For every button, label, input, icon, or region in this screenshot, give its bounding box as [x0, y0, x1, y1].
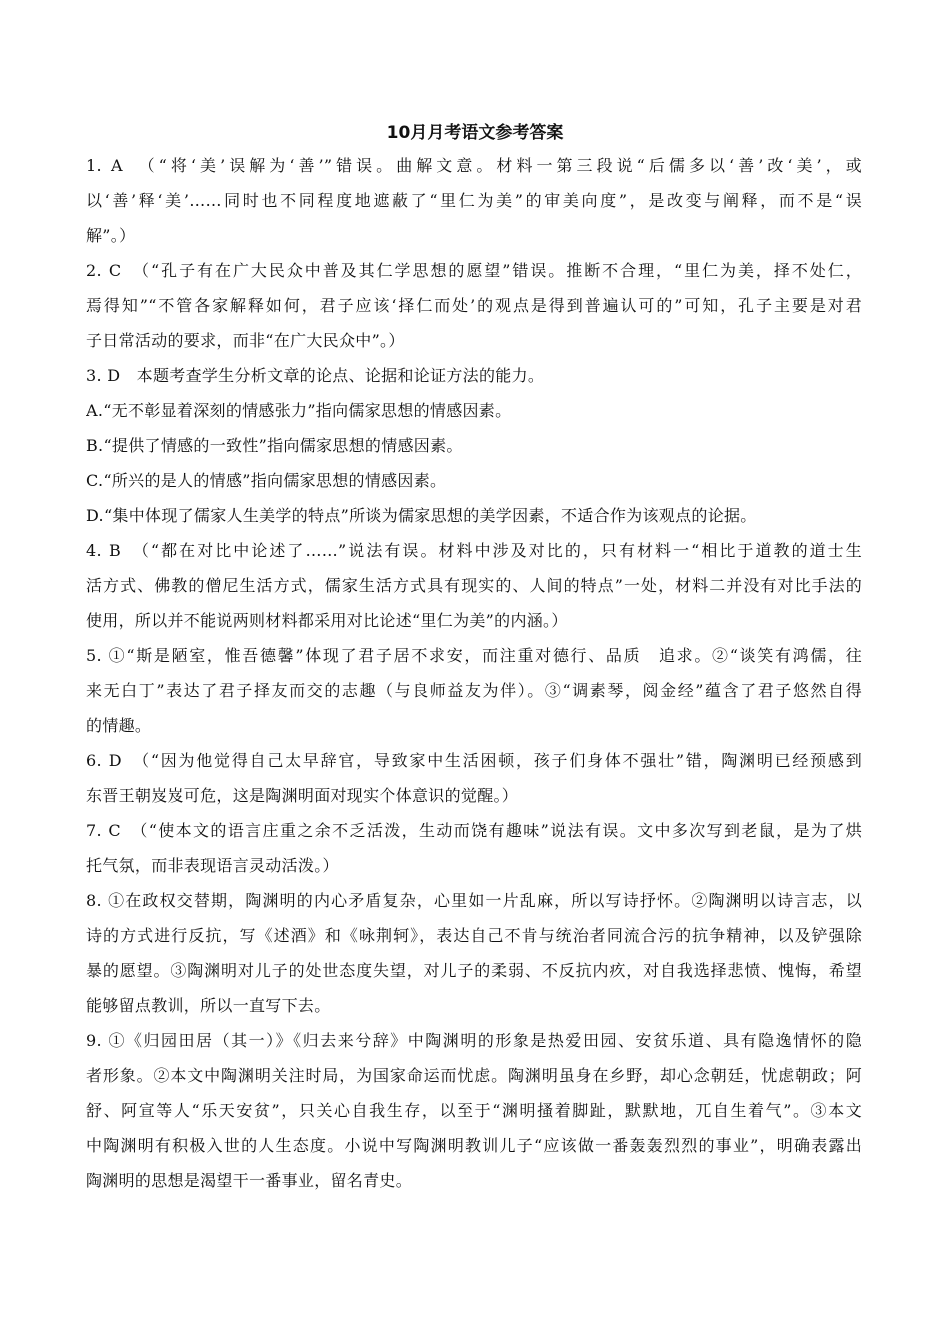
answer-line: C.“所兴的是人的情感”指向儒家思想的情感因素。	[86, 471, 447, 490]
answer-body	[86, 148, 862, 1198]
answer-line: 解”。）	[86, 226, 136, 245]
answer-line: A.“无不彰显着深刻的情感张力”指向儒家思想的情感因素。	[86, 401, 512, 420]
answer-line: 以‘善’释‘美’……同时也不同程度地遮蔽了“里仁为美”的审美向度”，是改变与阐释，而不是“误	[86, 191, 862, 210]
answer-line: 1. A （“将‘美’误解为‘善’”错误。曲解文意。材料一第三段说“后儒多以‘善’改‘美’，或	[86, 156, 862, 175]
answer-line: 使用，所以并不能说两则材料都采用对比论述“里仁为美”的内涵。）	[86, 611, 568, 630]
answer-line: B.“提供了情感的一致性”指向儒家思想的情感因素。	[86, 436, 463, 455]
answer-line: 3. D 本题考查学生分析文章的论点、论据和论证方法的能力。	[86, 366, 545, 385]
answer-line: 能够留点教训，所以一直写下去。	[86, 996, 331, 1015]
answer-line: 托气氛，而非表现语言灵动活泼。）	[86, 856, 339, 875]
answer-line: 诗的方式进行反抗，写《述酒》和《咏荆轲》，表达自己不肯与统治者同流合污的抗争精神，以及铲强除	[86, 926, 862, 945]
answer-line: 8. ①在政权交替期，陶渊明的内心矛盾复杂，心里如一片乱麻，所以写诗抒怀。②陶渊明以诗言志，以	[86, 891, 862, 910]
answer-line: 中陶渊明有积极入世的人生态度。小说中写陶渊明教训儿子“应该做一番轰轰烈烈的事业”，明确表露出	[86, 1136, 862, 1155]
answer-line: 9. ①《归园田居（其一）》《归去来兮辞》中陶渊明的形象是热爱田园、安贫乐道、具有隐逸情怀的隐	[86, 1031, 862, 1050]
answer-line: 舒、阿宣等人“乐天安贫”，只关心自我生存，以至于“渊明搔着脚趾，默默地，兀自生着气”。③本文	[86, 1101, 862, 1120]
answer-line: 5. ①“斯是陋室，惟吾德馨”体现了君子居不求安，而注重对德行、品质 追求。②“谈笑有鸿儒，往	[86, 646, 862, 665]
answer-line: 东晋王朝岌岌可危，这是陶渊明面对现实个体意识的觉醒。）	[86, 786, 519, 805]
answer-line: 焉得知”“不管各家解释如何，君子应该‘择仁而处’的观点是得到普遍认可的”可知，孔子主要是对君	[86, 296, 862, 315]
answer-line: 来无白丁”表达了君子择友而交的志趣（与良师益友为伴）。③“调素琴，阅金经”蕴含了君子悠然自得	[86, 681, 862, 700]
answer-line: 暴的愿望。③陶渊明对儿子的处世态度失望，对儿子的柔弱、不反抗内疚，对自我选择悲愤、愧悔，希望	[86, 961, 862, 980]
document-title: 10月月考语文参考答案	[386, 123, 564, 143]
answer-line: 7. C （“使本文的语言庄重之余不乏活泼，生动而饶有趣味”说法有误。文中多次写到老鼠，是为了烘	[86, 821, 862, 840]
answer-line: 的情趣。	[86, 716, 152, 735]
answer-line: 6. D （“因为他觉得自己太早辞官，导致家中生活困顿，孩子们身体不强壮”错，陶渊明已经预感到	[86, 751, 862, 770]
answer-line: 活方式、佛教的僧尼生活方式，儒家生活方式具有现实的、人间的特点”一处，材料二并没有对比手法的	[86, 576, 862, 595]
answer-line: D.“集中体现了儒家人生美学的特点”所谈为儒家思想的美学因素，不适合作为该观点的论据。	[86, 506, 757, 525]
answer-line: 4. B （“都在对比中论述了……”说法有误。材料中涉及对比的，只有材料一“相比于道教的道士生	[86, 541, 862, 560]
answer-line: 子日常活动的要求，而非“在广大民众中”。）	[86, 331, 405, 350]
answer-line: 陶渊明的思想是渴望干一番事业，留名青史。	[86, 1171, 413, 1190]
answer-line: 2. C （“孔子有在广大民众中普及其仁学思想的愿望”错误。推断不合理，“里仁为美，择不处仁，	[86, 261, 862, 280]
answer-line: 者形象。②本文中陶渊明关注时局，为国家命运而忧虑。陶渊明虽身在乡野，却心念朝廷，忧虑朝政；阿	[86, 1066, 862, 1085]
